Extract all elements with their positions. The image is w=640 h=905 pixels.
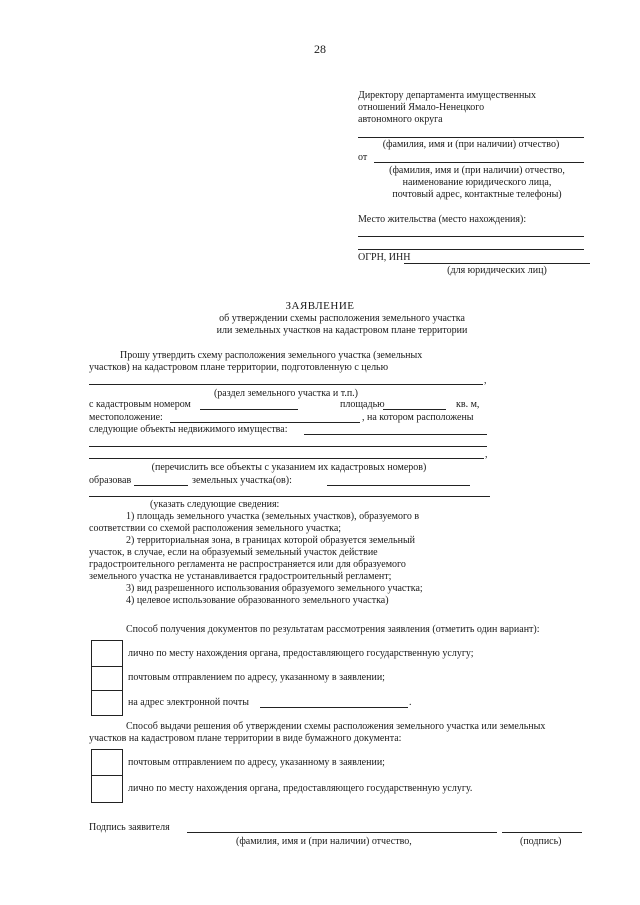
info-2-line-3: градостроительного регламента не распространяется или для образуемого xyxy=(89,559,406,570)
fio-field[interactable] xyxy=(358,137,584,138)
objects-label: следующие объекты недвижимого имущества: xyxy=(89,424,288,435)
email-end: . xyxy=(409,697,412,708)
plots-count-field[interactable] xyxy=(134,485,188,486)
issue-option-1-label: почтовым отправлением по адресу, указанному в заявлении; xyxy=(128,757,385,768)
info-1-line-1: 1) площадь земельного участка (земельных участков), образуемого в xyxy=(126,511,420,522)
residence-field-2[interactable] xyxy=(358,249,584,250)
info-2-line-4: земельного участка не устанавливается градостроительный регламент; xyxy=(89,571,392,582)
email-field[interactable] xyxy=(260,707,408,708)
ogrn-label: ОГРН, ИНН xyxy=(358,252,411,263)
title-sub-1: об утверждении схемы расположения земельного участка xyxy=(219,313,465,324)
cad-label: с кадастровым номером xyxy=(89,399,191,410)
residence-label: Место жительства (место нахождения): xyxy=(358,214,527,225)
objects-field-3[interactable] xyxy=(89,458,484,459)
from-label: от xyxy=(358,152,368,163)
sqm-label: кв. м, xyxy=(456,399,480,410)
fio-hint: (фамилия, имя и (при наличии) отчество) xyxy=(382,139,560,150)
purpose-comma: , xyxy=(484,375,487,386)
page-number: 28 xyxy=(314,42,326,56)
addressee-line-1: Директору департамента имущественных xyxy=(358,90,537,101)
receipt-option-2-label: почтовым отправлением по адресу, указанному в заявлении; xyxy=(128,672,385,683)
info-3: 3) вид разрешенного использования образуемого земельного участка; xyxy=(126,583,423,594)
receipt-option-2-checkbox[interactable] xyxy=(91,666,123,692)
info-2-line-2: участок, в случае, если на образуемый земельный участок действие xyxy=(89,547,378,558)
signature-sign-hint: (подпись) xyxy=(520,836,562,847)
ogrn-field[interactable] xyxy=(404,263,590,264)
issue-option-1-checkbox[interactable] xyxy=(91,749,123,777)
info-hint: (указать следующие сведения: xyxy=(150,499,280,510)
from-hint-1: (фамилия, имя и (при наличии) отчество, xyxy=(389,165,565,176)
residence-field-1[interactable] xyxy=(358,236,584,237)
receipt-option-3-label: на адрес электронной почты xyxy=(128,697,249,708)
purpose-field[interactable] xyxy=(89,384,483,385)
area-label: площадью xyxy=(340,399,385,410)
title-sub-2: или земельных участков на кадастровом плане территории xyxy=(216,325,468,336)
objects-comma: , xyxy=(485,449,488,460)
cad-number-field[interactable] xyxy=(200,409,298,410)
signature-label: Подпись заявителя xyxy=(89,822,170,833)
issue-heading-2: участков на кадастровом плане территории в виде бумажного документа: xyxy=(89,733,402,744)
plots-field-1[interactable] xyxy=(327,485,470,486)
info-4: 4) целевое использование образованного земельного участка) xyxy=(126,595,389,606)
issue-option-2-label: лично по месту нахождения органа, предоставляющего государственную услугу. xyxy=(128,783,473,794)
from-field[interactable] xyxy=(374,162,584,163)
signature-fio-field[interactable] xyxy=(187,832,497,833)
from-hint-2: наименование юридического лица, xyxy=(402,177,552,188)
receipt-heading: Способ получения документов по результатам рассмотрения заявления (отметить один вариант): xyxy=(126,624,540,635)
p1-line-2: участков) на кадастровом плане территории, подготовленную с целью xyxy=(89,362,389,373)
plots-label: земельных участка(ов): xyxy=(192,475,292,486)
forming-label: образовав xyxy=(89,475,132,486)
addressee-line-3: автономного округа xyxy=(358,114,443,125)
issue-heading-1: Способ выдачи решения об утверждении схемы расположения земельного участка или земельных xyxy=(126,721,546,732)
receipt-option-1-checkbox[interactable] xyxy=(91,640,123,668)
p1-line-1: Прошу утвердить схему расположения земельного участка (земельных xyxy=(120,350,423,361)
info-2-line-1: 2) территориальная зона, в границах которой образуется земельный xyxy=(126,535,416,546)
section-hint: (раздел земельного участка и т.п.) xyxy=(213,388,359,399)
plots-field-2[interactable] xyxy=(89,496,490,497)
objects-field-2[interactable] xyxy=(89,446,487,447)
location-field[interactable] xyxy=(170,422,360,423)
info-1-line-2: соответствии со схемой расположения земельного участка; xyxy=(89,523,342,534)
objects-field-1[interactable] xyxy=(304,434,487,435)
area-field[interactable] xyxy=(383,409,446,410)
addressee-line-2: отношений Ямало-Ненецкого xyxy=(358,102,485,113)
issue-option-2-checkbox[interactable] xyxy=(91,775,123,803)
receipt-option-3-checkbox[interactable] xyxy=(91,690,123,716)
signature-sign-field[interactable] xyxy=(502,832,582,833)
located-on: , на котором расположены xyxy=(362,412,474,423)
receipt-option-1-label: лично по месту нахождения органа, предоставляющего государственную услугу; xyxy=(128,648,474,659)
from-hint-3: почтовый адрес, контактные телефоны) xyxy=(392,189,562,200)
signature-fio-hint: (фамилия, имя и (при наличии) отчество, xyxy=(236,836,412,847)
objects-hint: (перечислить все объекты с указанием их кадастровых номеров) xyxy=(151,462,427,473)
document-title: ЗАЯВЛЕНИЕ xyxy=(285,300,355,312)
legal-hint: (для юридических лиц) xyxy=(447,265,547,276)
location-label: местоположение: xyxy=(89,412,163,423)
